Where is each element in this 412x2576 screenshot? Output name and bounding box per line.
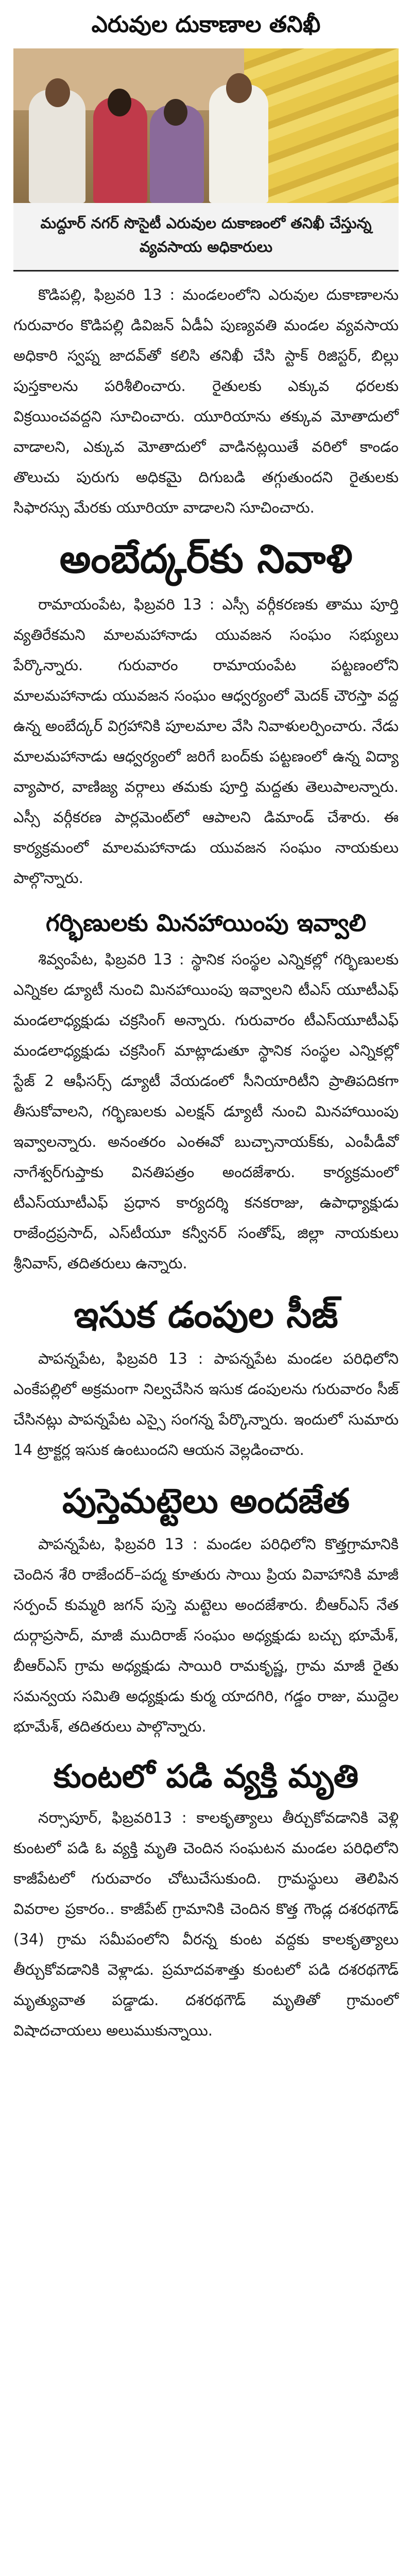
article-body: రామాయంపేట, ఫిబ్రవరి 13 : ఎస్సీ వర్గీకరణకు తాము పూర్తి వ్యతిరేకమని మాలమహానాడు యువజన సంఘం సభ్యులు పేర్కొన్నారు. గురువారం రామాయంపేట పట్టణంలోని మాలమహానాడు యువజన సంఘం ఆధ్వర్యంలో మెదక్ చౌరస్తా వద్ద ఉన్న అంబేద్కర్ విగ్రహానికి పూలమాల వేసి నివాళులర్పించారు. నేడు మాలమహానాడు ఆధ్వర్యంలో జరిగే బంద్‌కు పట్టణంలో ఉన్న విద్యా వ్యాపార, వాణిజ్య వర్గాలు తమకు పూర్తి మద్దతు తెలుపాలన్నారు. ఎస్సీ వర్గీకరణ పార్లమెంట్‌లో ఆపాలని డిమాండ్ చేశారు. ఈ కార్యక్రమంలో మాలమహానాడు యువజన సంఘం నాయకులు పాల్గొన్నారు. <box>13 596 399 887</box>
article-body: పాపన్నపేట, ఫిబ్రవరి 13 : మండల పరిధిలోని కొత్తగ్రామానికి చెందిన శేరి రాజేందర్–పద్మ కూతురు సాయి ప్రియ వివాహానికి మాజీ సర్పంచ్ కుమ్మరి జగన్ పుస్తె మట్టెలు అందజేశారు. బీఆర్‌ఎస్ నేత దుర్గాప్రసాద్, మాజీ ముదిరాజ్ సంఘం అధ్యక్షుడు బచ్చు భూమేశ్, బీఆర్‌ఎస్ గ్రామ అధ్యక్షుడు సాయిరి రామకృష్ణ, గ్రామ మాజీ రైతు సమన్వయ సమితి అధ్యక్షుడు కుర్మ యాదగిరి, గడ్డం రాజు, ముద్దెల భూమేశ్, తదితరులు పాల్గొన్నారు. <box>13 1535 399 1735</box>
article-sand-seizure <box>0 1293 412 1465</box>
article-body: పాపన్నపేట, ఫిబ్రవరి 13 : పాపన్నపేట మండల పరిధిలోని ఎంకేపల్లిలో అక్రమంగా నిల్వచేసిన ఇసుక డంపులను గురువారం సీజ్ చేసినట్లు పాపన్నపేట ఎస్సై సంగన్న పేర్కొన్నారు. ఇందులో సుమారు 14 ట్రాక్టర్ల ఇసుక ఉంటుందని ఆయన వెల్లడించారు. <box>13 1350 399 1459</box>
article-pregnant-exemption <box>0 909 412 1279</box>
headline: అంబేద్కర్‌కు నివాళి <box>59 536 353 582</box>
article-body: కొడిపల్లి, ఫిబ్రవరి 13 : మండలంలోని ఎరువుల దుకాణాలను గురువారం కొడిపల్లి డివిజన్ ఏడీఏ పుణ్యవతి మండల వ్యవసాయ అధికారి స్వప్న జాదవ్‌తో కలిసి తనిఖీ చేసి స్టాక్ రిజిస్టర్, బిల్లు పుస్తకాలను పరిశీలించారు. రైతులకు ఎక్కువ ధరలకు విక్రయించవద్దని సూచించారు. యూరియాను తక్కువ మోతాదులో వాడాలని, ఎక్కువ మోతాదులో వాడినట్లయితే వరిలో కాండం తొలుచు పురుగు అధికమై దిగుబడి తగ్గుతుందని రైతులకు సిఫారస్సు మేరకు యూరియా వాడాలని సూచించారు. <box>13 286 399 516</box>
article-drowning-death <box>0 1757 412 2046</box>
article-wedding-gift <box>0 1481 412 1741</box>
headline: ఇసుక డంపుల సీజ్ <box>74 1294 338 1336</box>
article-ambedkar-tribute <box>0 535 412 893</box>
article-fertilizer-inspection <box>0 0 412 523</box>
article-body: నర్సాపూర్, ఫిబ్రవరి13 : కాలకృత్యాలు తీర్చుకోవడానికి వెళ్లి కుంటలో పడి ఓ వ్యక్తి మృతి చెందిన సంఘటన మండల పరిధిలోని కాజీపేటలో గురువారం చోటుచేసుకుంది. గ్రామస్థులు తెలిపిన వివరాల ప్రకారం.. కాజీపేట్ గ్రామానికి చెందిన కొత్త గౌండ్ల దశరథగౌడ్ (34) గ్రామ సమీపంలోని వీరన్న కుంట వద్దకు కాలకృత్యాలు తీర్చుకోవడానికి వెళ్లాడు. ప్రమాదవశాత్తు కుంటలో పడి దశరథగౌడ్ మృత్యువాత పడ్డాడు. దశరథగౌడ్ మృతితో గ్రామంలో విషాదచాయలు అలుముకున్నాయి. <box>13 1808 399 2039</box>
article-body: శివ్వంపేట, ఫిబ్రవరి 13 : స్థానిక సంస్థల ఎన్నికల్లో గర్భిణులకు ఎన్నికల డ్యూటీ నుంచి మినహాయింపు ఇవ్వాలని టీఎస్ యూటీఎఫ్ మండలాధ్యక్షుడు చక్రసింగ్ అన్నారు. గురువారం టీఎస్‌యూటీఎఫ్ మండలాధ్యక్షుడు చక్రసింగ్ మాట్లాడుతూ స్థానిక సంస్థల ఎన్నికల్లో స్టేజ్ 2 ఆఫీసర్స్ డ్యూటీ వేయడంలో సీనియారిటీని ప్రాతిపదికగా తీసుకోవాలని, గర్భిణులకు ఎలక్షన్ డ్యూటీ నుంచి మినహాయింపు ఇవ్వాలన్నారు. అనంతరం ఎంఈవో బుచ్చానాయక్‌కు, ఎంపీడీవో నాగేశ్వర్‌గుప్తాకు వినతిపత్రం అందజేశారు. కార్యక్రమంలో టీఎస్‌యూటీఎఫ్ ప్రధాన కార్యదర్శి కనకరాజు, ఉపాధ్యాక్షుడు రాజేంద్రప్రసాద్, ఎస్‌టీయూ కన్వీనర్ సంతోష్, జిల్లా నాయకులు శ్రీనివాస్, తదితరులు ఉన్నారు. <box>13 951 399 1273</box>
news-photo <box>13 48 399 203</box>
headline: గర్భిణులకు మినహాయింపు ఇవ్వాలి <box>45 909 367 937</box>
photo-caption: మద్దూర్ నగర్ సొసైటీ ఎరువుల దుకాణంలో తనిఖీ చేస్తున్న వ్యవసాయ అధికారులు <box>13 203 399 272</box>
headline: కుంటలో పడి వ్యక్తి మృతి <box>53 1757 359 1795</box>
headline: పుస్తెమట్టెలు అందజేత <box>62 1481 350 1521</box>
headline: ఎరువుల దుకాణాల తనిఖీ <box>91 11 321 38</box>
